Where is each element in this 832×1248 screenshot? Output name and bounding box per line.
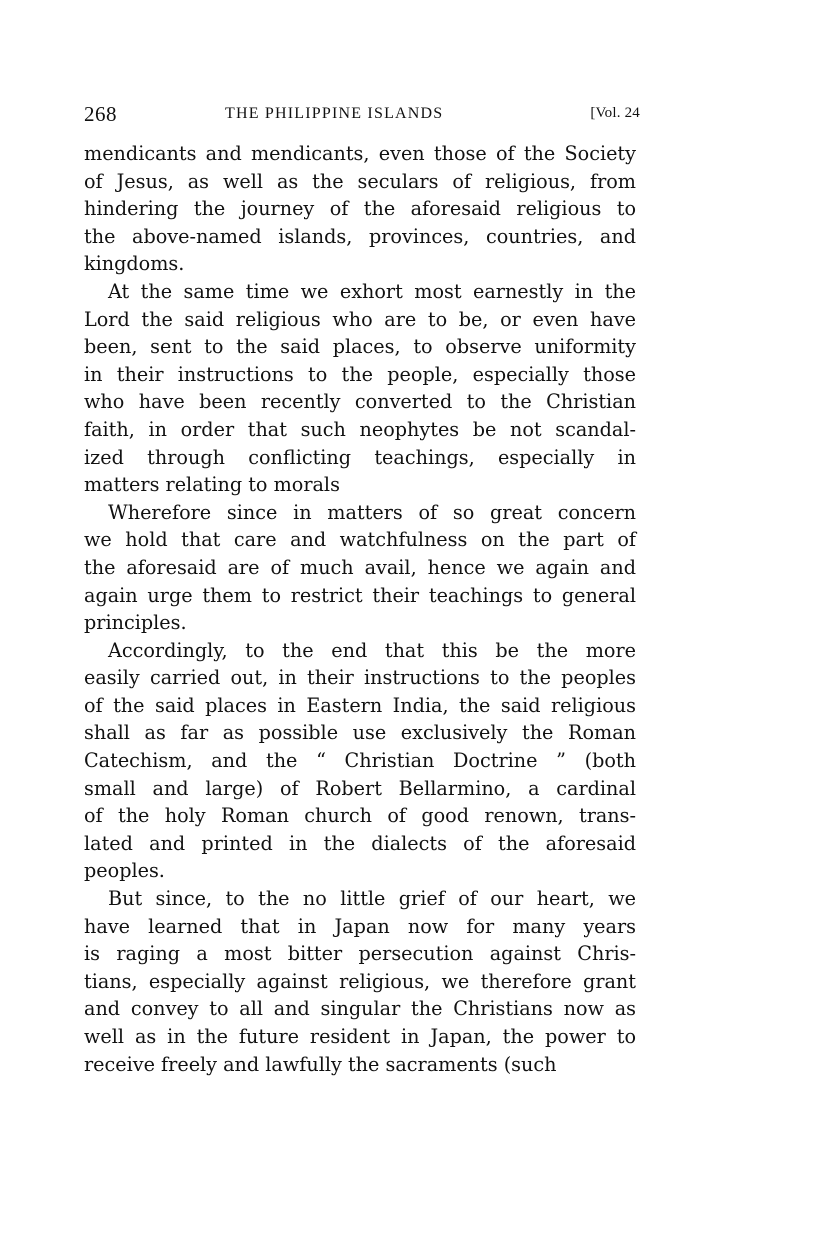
text-line: lated and printed in the dialects of the aforesaid — [84, 831, 636, 855]
text-line: shall as far as possible use exclusively the Roman — [84, 721, 636, 745]
text-line: the above-named islands, provinces, countries, and — [84, 224, 636, 248]
text-line: of the said places in Eastern India, the said religious — [84, 693, 636, 717]
text-line: hindering the journey of the aforesaid religious to — [84, 197, 636, 221]
text-line: peoples. — [84, 859, 165, 883]
text-line: kingdoms. — [84, 252, 185, 276]
text-line: have learned that in Japan now for many years — [84, 914, 636, 938]
text-line: faith, in order that such neophytes be not scandal- — [84, 417, 636, 441]
text-line: been, sent to the said places, to observe uniformity — [84, 335, 636, 359]
text-line: the aforesaid are of much avail, hence we again and — [84, 555, 636, 579]
text-line: of Jesus, as well as the seculars of religious, from — [84, 169, 636, 193]
text-line: Lord the said religious who are to be, or even have — [84, 307, 636, 331]
running-header — [84, 96, 640, 136]
text-line: and convey to all and singular the Christians now as — [84, 997, 636, 1021]
paragraph — [84, 140, 636, 278]
text-line: well as in the future resident in Japan, the power to — [84, 1025, 636, 1048]
volume-label: [Vol. 24 — [590, 105, 640, 121]
text-line: we hold that care and watchfulness on the part of — [84, 528, 636, 552]
running-title: THE PHILIPPINE ISLANDS — [225, 105, 444, 122]
book-page — [84, 96, 640, 1078]
text-line: of the holy Roman church of good renown, trans- — [84, 804, 636, 828]
text-line: Catechism, and the “ Christian Doctrine ” (both — [84, 749, 636, 773]
text-line: But since, to the no little grief of our heart, we — [108, 887, 636, 911]
text-line: tians, especially against religious, we therefore grant — [84, 969, 636, 993]
paragraph — [84, 885, 636, 1078]
text-line: matters relating to morals — [84, 473, 340, 497]
text-line: mendicants and mendicants, even those of the Society — [84, 142, 636, 165]
paragraph — [84, 637, 636, 885]
text-line: who have been recently converted to the Christian — [84, 390, 636, 414]
text-line: is raging a most bitter persecution against Chris- — [84, 942, 636, 966]
text-line: ized through conflicting teachings, especially in — [84, 445, 636, 469]
text-line: small and large) of Robert Bellarmino, a cardinal — [84, 776, 636, 800]
text-line: At the same time we exhort most earnestly in the — [108, 279, 636, 303]
paragraph — [84, 278, 636, 499]
text-line: principles. — [84, 611, 187, 635]
page-number: 268 — [84, 102, 117, 126]
text-line: in their instructions to the people, especially those — [84, 362, 636, 386]
text-line: receive freely and lawfully the sacraments (such — [84, 1052, 557, 1076]
paragraph — [84, 499, 636, 637]
text-line: easily carried out, in their instructions to the peoples — [84, 666, 636, 690]
text-line: Wherefore since in matters of so great concern — [108, 500, 636, 524]
text-line: again urge them to restrict their teachings to general — [84, 583, 636, 607]
text-line: Accordingly, to the end that this be the more — [108, 638, 636, 662]
body-text — [84, 140, 636, 1078]
